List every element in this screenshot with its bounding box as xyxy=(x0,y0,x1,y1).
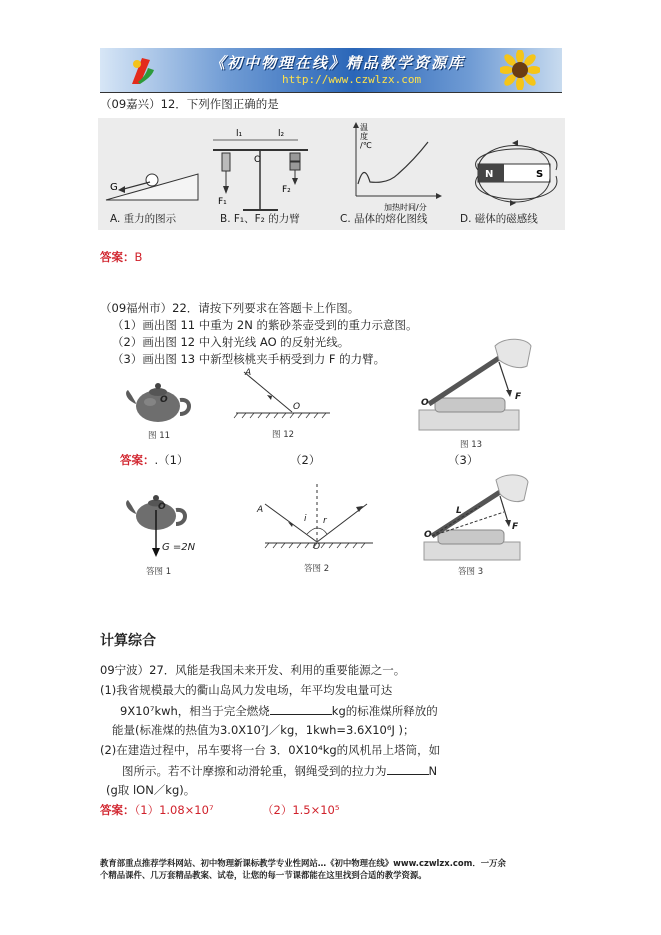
fig-c-t1: 温 xyxy=(360,123,368,132)
fig-b-o: O xyxy=(254,155,262,165)
ansfig1-teapot-gravity xyxy=(120,488,210,560)
q1-caption-d: D. 磁体的磁感线 xyxy=(460,213,538,225)
q2-item-2: （2）画出图 12 中入射光线 AO 的反射光线。 xyxy=(112,335,350,349)
q3-line-5a: 图所示。若不计摩擦和动滑轮重，钢绳受到的拉力为 xyxy=(122,764,387,778)
q3-blank-1[interactable] xyxy=(270,703,332,715)
q3-blank-2[interactable] xyxy=(387,763,429,775)
fig-b-l1: l₁ xyxy=(236,129,243,139)
footer-line-1: 教育部重点推荐学科网站、初中物理新课标教学专业性网站…《初中物理在线》www.czwlzx.com．一万余 xyxy=(100,858,506,868)
ansfig2-o: O xyxy=(313,542,321,552)
q3-line-6: (g取 lON／kg)。 xyxy=(106,783,196,797)
logo xyxy=(128,54,156,86)
fig-d-magnet xyxy=(476,140,557,206)
fig11-o: O xyxy=(160,395,168,405)
q1-caption-a: A. 重力的图示 xyxy=(110,213,177,225)
banner-title: 《初中物理在线》精品教学资源库 xyxy=(210,54,466,72)
q2-answer-part-2: （2） xyxy=(290,453,321,467)
ansfig1-g: G =2N xyxy=(162,542,196,553)
q2-answer xyxy=(120,453,188,468)
banner-url: http://www.czwlzx.com xyxy=(282,73,422,86)
fig12-o: O xyxy=(293,402,301,412)
fig-d-n: N xyxy=(485,169,494,180)
q3-answer-1: （1）1.08×10⁷ xyxy=(134,803,214,817)
header-banner xyxy=(100,48,562,93)
fig-c-melting xyxy=(353,122,442,212)
q3-answer xyxy=(100,803,214,818)
fig13-f: F xyxy=(515,392,522,402)
q2-answer-label: 答案： xyxy=(120,453,155,467)
q3-line-1: (1)我省规模最大的衢山岛风力发电场，年平均发电量可达 xyxy=(100,683,393,697)
fig-d-s: S xyxy=(536,169,544,180)
fig-c-t2: 度 xyxy=(360,132,368,141)
fig12-a: A xyxy=(245,368,252,378)
footer-line-2: 个精品课件、几万套精品教案、试卷，让您的每一节课都能在这里找到合适的教学资源。 xyxy=(100,870,427,880)
q3-line-2 xyxy=(120,703,438,719)
fig12-caption: 图 12 xyxy=(272,430,295,440)
q3-line-2b: kg的标准煤所释放的 xyxy=(331,704,438,718)
fig13-o: O xyxy=(421,398,429,408)
fig12-reflection xyxy=(232,368,332,420)
ansfig2-r: r xyxy=(323,516,327,526)
sunflower-image xyxy=(500,50,540,90)
ansfig3-f: F xyxy=(512,522,519,532)
q3-heading: 09宁波）27．风能是我国未来开发、利用的重要能源之一。 xyxy=(100,663,406,677)
ansfig3-l: L xyxy=(456,506,462,516)
fig-b-l2: l₂ xyxy=(278,129,285,139)
q1-figure-panel xyxy=(98,118,565,230)
q3-line-4: (2)在建造过程中，吊车要将一台 3．0X10⁴kg的风机吊上塔筒，如 xyxy=(100,743,441,757)
fig13-caption: 图 13 xyxy=(460,440,483,450)
q2-heading: （09福州市）22．请按下列要求在答题卡上作图。 xyxy=(100,301,360,315)
q1-answer xyxy=(100,250,142,265)
ansfig2-a: A xyxy=(257,505,264,515)
ansfig3-o: O xyxy=(424,530,432,540)
section-title: 计算综合 xyxy=(100,633,156,649)
ansfig3-nutcracker xyxy=(420,472,530,562)
q3-line-5b: N xyxy=(428,764,438,778)
ansfig2-reflection xyxy=(255,480,385,552)
q2-answer-part-1: .（1） xyxy=(154,453,189,467)
ansfig3-caption: 答图 3 xyxy=(458,567,484,577)
fig-b-f2: F₂ xyxy=(282,185,291,195)
fig11-teapot xyxy=(120,370,200,426)
q1-caption-c: C. 晶体的熔化图线 xyxy=(340,213,428,225)
q2-item-3: （3）画出图 13 中新型核桃夹手柄受到力 F 的力臂。 xyxy=(112,352,386,366)
ansfig1-caption: 答图 1 xyxy=(146,567,172,577)
ansfig2-caption: 答图 2 xyxy=(304,564,330,574)
q1-answer-label: 答案： xyxy=(100,250,135,264)
q3-line-5 xyxy=(122,763,437,779)
fig-a-gravity xyxy=(106,174,198,200)
fig-c-time: 加热时间/分 xyxy=(384,203,427,212)
q3-answer-2: （2）1.5×10⁵ xyxy=(262,803,340,817)
q1-caption-b: B. F₁、F₂ 的力臂 xyxy=(220,213,300,225)
ansfig2-i: i xyxy=(304,514,307,524)
q1-answer-value: B xyxy=(134,250,143,264)
q3-line-3: 能量(标准煤的热值为3.0X10⁷J／kg，1kwh=3.6X10⁶J )； xyxy=(112,723,415,737)
q3-line-2a: 9X10⁷kwh，相当于完全燃烧 xyxy=(120,704,270,718)
fig13-nutcracker xyxy=(415,336,533,434)
q1-heading: （09嘉兴）12．下列作图正确的是 xyxy=(100,97,279,111)
fig-b-lever xyxy=(213,129,308,210)
fig-c-t3: /℃ xyxy=(360,141,372,150)
fig-a-g-label: G xyxy=(110,182,118,193)
q3-answer-label: 答案： xyxy=(100,803,135,817)
fig11-caption: 图 11 xyxy=(148,431,171,441)
fig-b-f1: F₁ xyxy=(218,197,227,207)
q2-answer-part-3: （3） xyxy=(448,453,479,467)
ansfig1-o: O xyxy=(158,502,166,512)
q2-item-1: （1）画出图 11 中重为 2N 的紫砂茶壶受到的重力示意图。 xyxy=(112,318,418,332)
